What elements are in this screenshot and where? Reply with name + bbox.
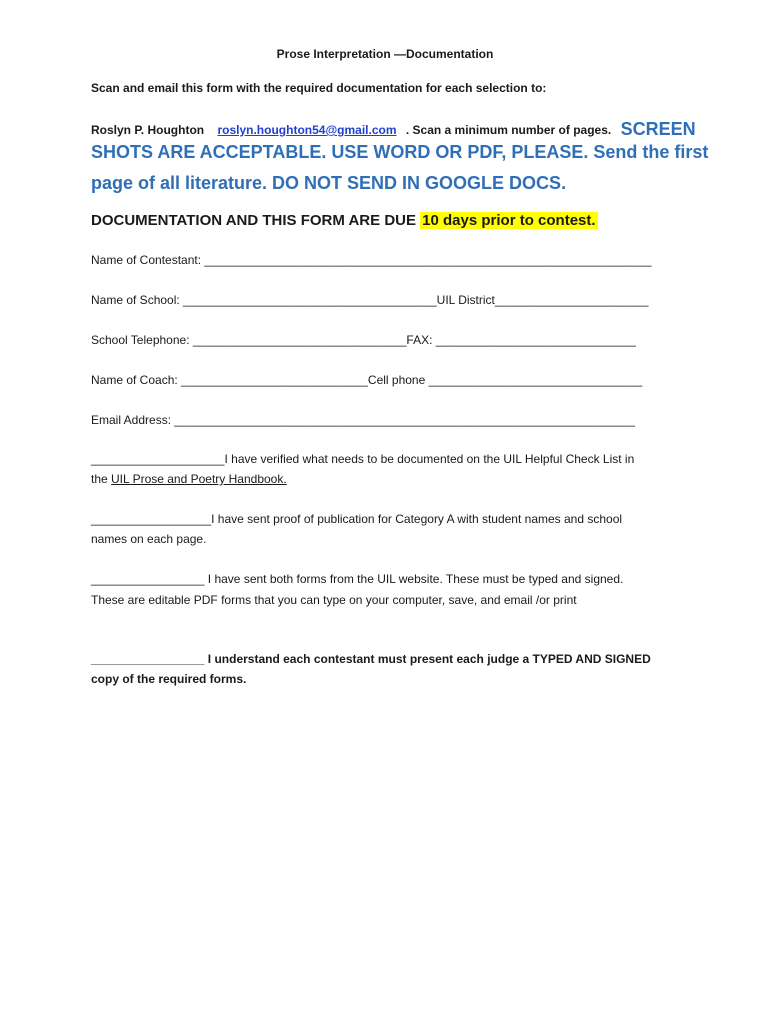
checklist-item-forms[interactable]: _________________ I have sent both forms from the UIL website. These must be typed and signed. (91, 572, 624, 586)
due-highlight: 10 days prior to contest. (422, 212, 596, 229)
handbook-link[interactable]: UIL Prose and Poetry Handbook. (111, 472, 287, 486)
due-text: DOCUMENTATION AND THIS FORM ARE DUE (91, 212, 416, 229)
email-address-field[interactable]: Email Address: _____________________________________________________________________ (91, 413, 635, 427)
scan-instruction: . Scan a minimum number of pages. (405, 123, 612, 137)
handbook-prefix: the (91, 472, 112, 486)
checklist-item-publication[interactable]: __________________I have sent proof of publication for Category A with student names and school (91, 512, 623, 526)
format-notice-line-2: page of all literature. DO NOT SEND IN GOOGLE DOCS. (91, 173, 567, 193)
intro-text: Scan and email this form with the required documentation for each selection to: (91, 81, 547, 95)
school-name-field[interactable]: Name of School: ______________________________________UIL District_______________________ (91, 293, 649, 307)
school-telephone-field[interactable]: School Telephone: ________________________________FAX: ______________________________ (91, 333, 636, 347)
checklist-item-judges-cont: copy of the required forms. (91, 672, 247, 686)
checklist-item-publication-cont: names on each page. (91, 532, 207, 546)
document-title: Prose Interpretation —Documentation (276, 47, 494, 61)
coach-name-field[interactable]: Name of Coach: ____________________________Cell phone ________________________________ (91, 373, 643, 387)
checklist-item-verify-cont (91, 472, 287, 486)
screen-notice-start: SCREEN (620, 119, 696, 139)
contact-line (91, 118, 696, 139)
checklist-item-verify[interactable]: ____________________I have verified what needs to be documented on the UIL Helpful Check List in (91, 452, 635, 466)
checklist-item-judges[interactable]: _________________ I understand each contestant must present each judge a TYPED AND SIGNED (91, 652, 651, 666)
checklist-item-forms-cont: These are editable PDF forms that you can type on your computer, save, and email /or print (91, 593, 577, 607)
due-notice (91, 212, 598, 229)
format-notice-line-1: SHOTS ARE ACCEPTABLE. USE WORD OR PDF, PLEASE. Send the first (91, 142, 709, 162)
contact-name: Roslyn P. Houghton (91, 123, 205, 137)
contact-email-link[interactable]: roslyn.houghton54@gmail.com (217, 123, 397, 137)
contestant-name-field[interactable]: Name of Contestant: ___________________________________________________________________ (91, 253, 652, 267)
